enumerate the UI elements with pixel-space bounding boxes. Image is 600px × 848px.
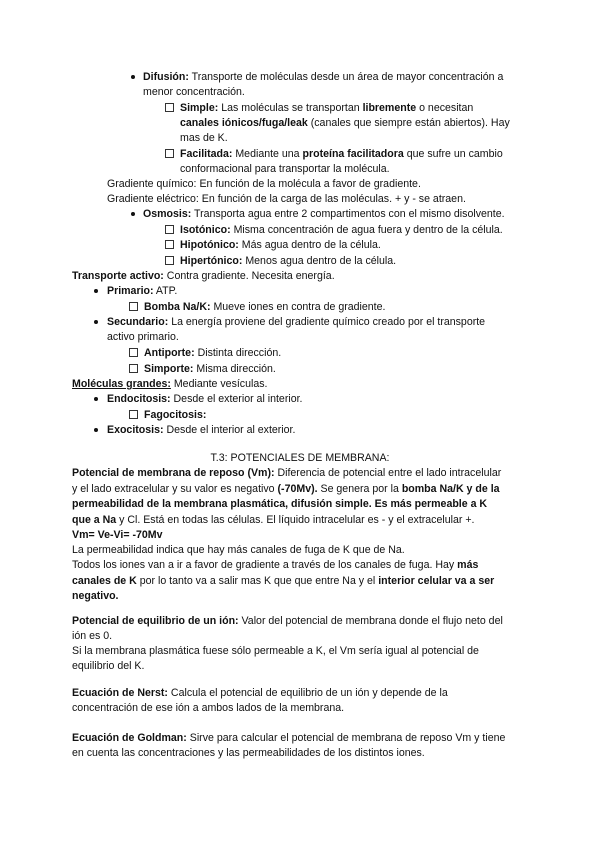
simple-item-cont2: mas de K. [180, 132, 228, 144]
bullet-icon [131, 75, 135, 79]
equilibrio-line-1: Potencial de equilibrio de un ión: Valor del potencial de membrana donde el flujo neto del [72, 615, 503, 627]
reposo-line-6: La permeabilidad indica que hay más canales de fuga de K que de Na. [72, 544, 405, 556]
checkbox-icon [165, 225, 174, 234]
bullet-icon [131, 212, 135, 216]
equilibrio-line-4: equilibrio del K. [72, 660, 145, 672]
reposo-line-3: permeabilidad de la membrana plasmática, difusión simple. Es más permeable a K [72, 498, 488, 510]
reposo-formula: Vm= Ve-Vi= -70Mv [72, 529, 163, 541]
nerst-line-1: Ecuación de Nerst: Calcula el potencial de equilibrio de un ión y depende de la [72, 687, 448, 699]
hipotonico-item: Hipotónico: Más agua dentro de la célula. [180, 239, 381, 251]
simporte-item: Simporte: Misma dirección. [144, 363, 276, 375]
checkbox-icon [165, 103, 174, 112]
moleculas-grandes: Moléculas grandes: Mediante vesículas. [72, 378, 268, 390]
fagocitosis-item: Fagocitosis: [144, 409, 207, 421]
nerst-line-2: concentración de ese ión a ambos lados de la membrana. [72, 702, 345, 714]
section-title: T.3: POTENCIALES DE MEMBRANA: [210, 452, 390, 464]
secundario-item-cont: activo primario. [107, 331, 179, 343]
bullet-icon [94, 320, 98, 324]
bomba-item: Bomba Na/K: Mueve iones en contra de gradiente. [144, 301, 386, 313]
checkbox-icon [165, 256, 174, 265]
osmosis-item: Osmosis: Transporta agua entre 2 compartimentos con el mismo disolvente. [143, 208, 505, 220]
gradiente-quimico: Gradiente químico: En función de la molécula a favor de gradiente. [107, 178, 421, 190]
simple-item-cont: canales iónicos/fuga/leak (canales que siempre están abiertos). Hay [180, 117, 510, 129]
checkbox-icon [165, 240, 174, 249]
checkbox-icon [165, 149, 174, 158]
facilitada-item-cont: conformacional para transportar la molécula. [180, 163, 390, 175]
checkbox-icon [129, 348, 138, 357]
reposo-line-1: Potencial de membrana de reposo (Vm): Diferencia de potencial entre el lado intracelular [72, 467, 502, 479]
hipertonico-item: Hipertónico: Menos agua dentro de la célula. [180, 255, 397, 267]
primario-item: Primario: ATP. [107, 285, 178, 297]
bullet-icon [94, 397, 98, 401]
gradiente-electrico: Gradiente eléctrico: En función de la carga de las moléculas. + y - se atraen. [107, 193, 466, 205]
secundario-item: Secundario: La energía proviene del gradiente químico creado por el transporte [107, 316, 486, 328]
difusion-item-cont: menor concentración. [143, 86, 245, 98]
facilitada-item: Facilitada: Mediante una proteína facilitadora que sufre un cambio [180, 148, 503, 160]
equilibrio-line-3: Si la membrana plasmática fuese sólo permeable a K, el Vm sería igual al potencial de [72, 645, 479, 657]
transporte-activo: Transporte activo: Contra gradiente. Necesita energía. [72, 270, 335, 282]
goldman-line-2: en cuenta las concentraciones y las permeabilidades de los distintos iones. [72, 747, 425, 759]
exocitosis-item: Exocitosis: Desde el interior al exterior. [107, 424, 296, 436]
isotonico-item: Isotónico: Misma concentración de agua fuera y dentro de la célula. [180, 224, 503, 236]
checkbox-icon [129, 410, 138, 419]
goldman-line-1: Ecuación de Goldman: Sirve para calcular el potencial de membrana de reposo Vm y tiene [72, 732, 506, 744]
equilibrio-line-2: ión es 0. [72, 630, 113, 642]
checkbox-icon [129, 364, 138, 373]
bullet-icon [94, 428, 98, 432]
checkbox-icon [129, 302, 138, 311]
endocitosis-item: Endocitosis: Desde el exterior al interior. [107, 393, 303, 405]
reposo-line-7: Todos los iones van a ir a favor de gradiente a través de los canales de fuga. Hay más [72, 559, 479, 571]
reposo-line-4: que a Na y Cl. Está en todas las células. El líquido intracelular es - y el extracelular +. [72, 514, 475, 526]
difusion-item: Difusión: Transporte de moléculas desde un área de mayor concentración a [143, 71, 504, 83]
reposo-line-9: negativo. [72, 590, 119, 602]
simple-item: Simple: Las moléculas se transportan libremente o necesitan [180, 102, 474, 114]
reposo-line-2: y el lado extracelular y su valor es negativo (-70Mv). Se genera por la bomba Na/K y de la [72, 483, 500, 495]
reposo-line-8: canales de K por lo tanto va a salir mas K que que entre Na y el interior celular va a ser [72, 575, 495, 587]
bullet-icon [94, 289, 98, 293]
antiporte-item: Antiporte: Distinta dirección. [144, 347, 282, 359]
